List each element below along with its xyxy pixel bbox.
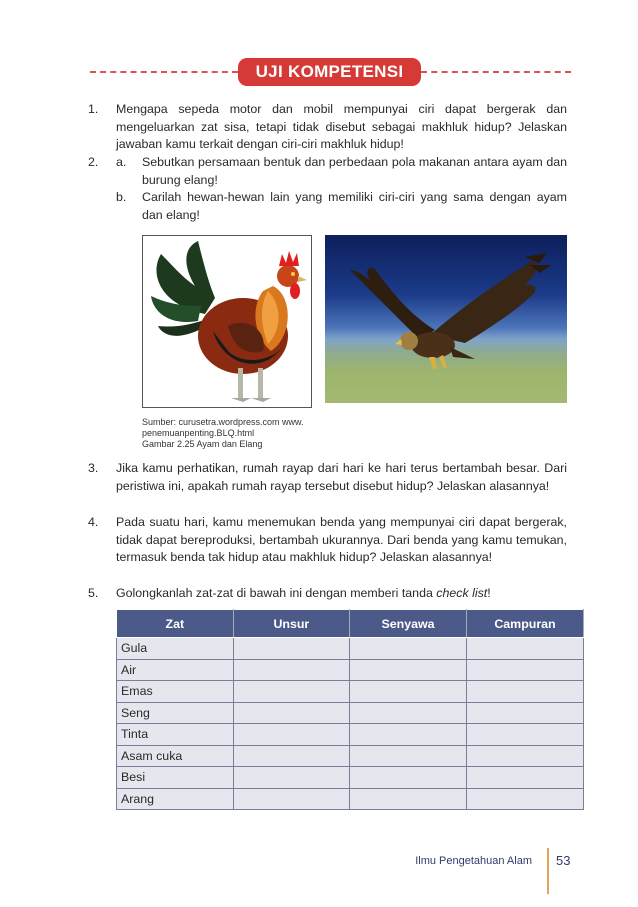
checkbox-cell[interactable] [466, 767, 583, 789]
section-title: UJI KOMPETENSI [238, 58, 421, 86]
rooster-image [142, 235, 312, 408]
header-unsur: Unsur [233, 610, 350, 638]
question-number: 5. [88, 586, 99, 600]
footer-divider [547, 848, 549, 894]
question-number: 1. [88, 102, 99, 116]
checkbox-cell[interactable] [466, 702, 583, 724]
page-number: 53 [556, 853, 571, 868]
caption-figure-title: Gambar 2.25 Ayam dan Elang [142, 439, 263, 449]
substance-cell: Emas [117, 681, 234, 703]
header-divider-left [90, 71, 238, 73]
question-text: ! [487, 586, 491, 600]
table-row [117, 724, 584, 746]
checkbox-cell[interactable] [233, 724, 350, 746]
table-row [117, 638, 584, 660]
header-senyawa: Senyawa [350, 610, 467, 638]
substance-cell: Seng [117, 702, 234, 724]
substance-cell: Asam cuka [117, 745, 234, 767]
subquestion-text: Carilah hewan-hewan lain yang memiliki ciri-ciri yang sama dengan ayam dan elang! [142, 190, 567, 222]
question-text: Mengapa sepeda motor dan mobil mempunyai ciri dapat bergerak dan mengeluarkan zat sisa, tetapi tidak disebut sebagai makhluk hidup? Jelaskan jawaban kamu terkait dengan ciri-ciri makhluk hidup! [116, 102, 567, 152]
checkbox-cell[interactable] [466, 745, 583, 767]
question-text: Golongkanlah zat-zat di bawah ini dengan memberi tanda [116, 586, 437, 600]
checkbox-cell[interactable] [350, 659, 467, 681]
checkbox-cell[interactable] [233, 638, 350, 660]
subquestion-letter: a. [116, 155, 127, 169]
checkbox-cell[interactable] [466, 659, 583, 681]
header-divider-right [421, 71, 571, 73]
checkbox-cell[interactable] [350, 681, 467, 703]
header-zat: Zat [117, 610, 234, 638]
substance-cell: Air [117, 659, 234, 681]
substance-cell: Gula [117, 638, 234, 660]
header-campuran: Campuran [466, 610, 583, 638]
question-number: 3. [88, 461, 99, 475]
subquestion-text: Sebutkan persamaan bentuk dan perbedaan pola makanan antara ayam dan burung elang! [142, 155, 567, 187]
caption-source-line: penemuanpenting.BLQ.html [142, 428, 255, 438]
checkbox-cell[interactable] [466, 724, 583, 746]
checkbox-cell[interactable] [350, 767, 467, 789]
checkbox-cell[interactable] [350, 702, 467, 724]
checkbox-cell[interactable] [233, 767, 350, 789]
checkbox-cell[interactable] [233, 659, 350, 681]
question-text: Pada suatu hari, kamu menemukan benda yang mempunyai ciri dapat bergerak, tidak dapat bereproduksi, bertambah ukurannya. Dari benda yang kamu temukan, termasuk benda tak hidup atau makhluk hidup? Jelaskan alasannya! [116, 515, 567, 565]
table-row [117, 702, 584, 724]
classification-table [116, 609, 584, 810]
question-2b [116, 189, 567, 224]
substance-cell: Tinta [117, 724, 234, 746]
checkbox-cell[interactable] [466, 681, 583, 703]
substance-cell: Arang [117, 788, 234, 810]
table-row [117, 745, 584, 767]
checkbox-cell[interactable] [466, 638, 583, 660]
checkbox-cell[interactable] [350, 788, 467, 810]
question-number: 4. [88, 515, 99, 529]
checkbox-cell[interactable] [233, 788, 350, 810]
checkbox-cell[interactable] [350, 724, 467, 746]
subquestion-letter: b. [116, 190, 127, 204]
question-text: Jika kamu perhatikan, rumah rayap dari hari ke hari terus bertambah besar. Dari peristiwa ini, apakah rumah rayap tersebut disebut hidup? Jelaskan alasannya! [116, 461, 567, 493]
question-5 [88, 585, 567, 603]
substance-cell: Besi [117, 767, 234, 789]
question-2a [116, 154, 567, 189]
checkbox-cell[interactable] [350, 638, 467, 660]
table-row [117, 767, 584, 789]
checkbox-cell[interactable] [350, 745, 467, 767]
checkbox-cell[interactable] [233, 745, 350, 767]
table-row [117, 788, 584, 810]
question-4 [88, 514, 567, 567]
checkbox-cell[interactable] [233, 681, 350, 703]
table-row [117, 681, 584, 703]
question-text-emphasis: check list [436, 586, 488, 600]
eagle-image [325, 235, 567, 403]
question-3 [88, 460, 567, 495]
question-1 [88, 101, 567, 154]
question-number: 2. [88, 155, 99, 169]
table-row [117, 659, 584, 681]
table-header-row [117, 610, 584, 638]
caption-source-line: Sumber: curusetra.wordpress.com www. [142, 417, 304, 427]
book-title: Ilmu Pengetahuan Alam [415, 855, 532, 867]
checkbox-cell[interactable] [466, 788, 583, 810]
checkbox-cell[interactable] [233, 702, 350, 724]
figure-caption [142, 417, 304, 450]
